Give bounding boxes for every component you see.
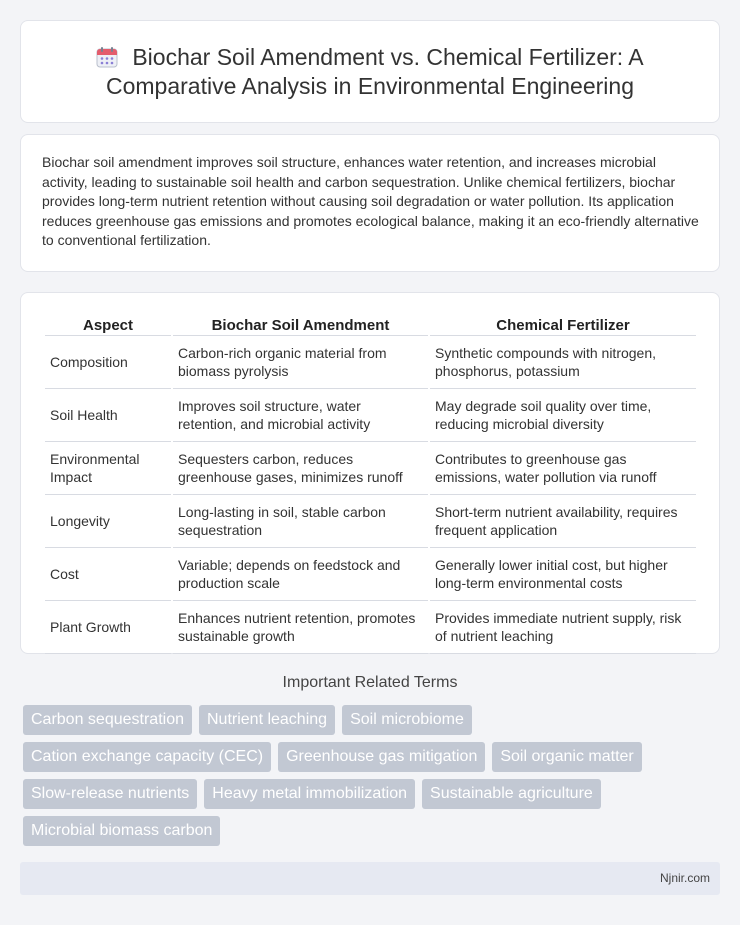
cell-biochar: Variable; depends on feedstock and production scale [173, 548, 428, 601]
page-title: Biochar Soil Amendment vs. Chemical Fertilizer: A Comparative Analysis in Environmental Engineering [105, 43, 644, 99]
cell-biochar: Long-lasting in soil, stable carbon sequestration [173, 495, 428, 548]
comparison-card [20, 292, 720, 654]
related-term-tag[interactable]: Carbon sequestration [23, 705, 192, 735]
cell-aspect: Cost [45, 548, 171, 601]
related-term-tag[interactable]: Heavy metal immobilization [204, 779, 415, 809]
footer [20, 862, 720, 895]
cell-chemical: Short-term nutrient availability, requires frequent application [430, 495, 696, 548]
related-terms-heading: Important Related Terms [282, 674, 458, 691]
title-card [20, 20, 720, 123]
cell-chemical: Provides immediate nutrient supply, risk of nutrient leaching [430, 601, 696, 654]
related-term-tag[interactable]: Soil organic matter [492, 742, 641, 772]
cell-chemical: Synthetic compounds with nitrogen, phosphorus, potassium [430, 336, 696, 389]
related-term-tag[interactable]: Slow-release nutrients [23, 779, 197, 809]
header-biochar: Biochar Soil Amendment [173, 307, 428, 336]
header-chemical: Chemical Fertilizer [430, 307, 696, 336]
cell-aspect: Longevity [45, 495, 171, 548]
cell-aspect: Plant Growth [45, 601, 171, 654]
related-term-tag[interactable]: Soil microbiome [342, 705, 472, 735]
summary-text: Biochar soil amendment improves soil structure, enhances water retention, and increases microbial activity, leading to sustainable soil health and carbon sequestration. Unlike chemical fertilizers, biochar provides long-term nutrient retention without causing soil degradation or water pollution. Its application reduces greenhouse gas emissions and promotes ecological balance, making it an eco-friendly alternative to conventional fertilization. [42, 154, 699, 249]
cell-aspect: Soil Health [45, 389, 171, 442]
cell-biochar: Improves soil structure, water retention, and microbial activity [173, 389, 428, 442]
summary-card [20, 134, 720, 272]
page-title-wrap [61, 43, 679, 101]
cell-aspect: Environmental Impact [45, 442, 171, 495]
comparison-table [43, 307, 698, 654]
related-term-tag[interactable]: Sustainable agriculture [422, 779, 601, 809]
related-term-tag[interactable]: Greenhouse gas mitigation [278, 742, 485, 772]
footer-site-link[interactable]: Njnir.com [659, 871, 710, 885]
related-term-tag[interactable]: Cation exchange capacity (CEC) [23, 742, 271, 772]
cell-chemical: May degrade soil quality over time, reducing microbial diversity [430, 389, 696, 442]
cell-biochar: Enhances nutrient retention, promotes sustainable growth [173, 601, 428, 654]
cell-biochar: Sequesters carbon, reduces greenhouse gases, minimizes runoff [173, 442, 428, 495]
cell-biochar: Carbon-rich organic material from biomass pyrolysis [173, 336, 428, 389]
cell-chemical: Contributes to greenhouse gas emissions, water pollution via runoff [430, 442, 696, 495]
cell-aspect: Composition [45, 336, 171, 389]
table-row [45, 495, 696, 548]
related-term-tag[interactable]: Microbial biomass carbon [23, 816, 220, 846]
cell-chemical: Generally lower initial cost, but higher long-term environmental costs [430, 548, 696, 601]
calendar-icon [96, 46, 118, 68]
table-header-row [45, 307, 696, 336]
related-terms-list [23, 705, 723, 846]
table-row [45, 389, 696, 442]
table-row [45, 442, 696, 495]
related-term-tag[interactable]: Nutrient leaching [199, 705, 335, 735]
table-row [45, 548, 696, 601]
table-row [45, 601, 696, 654]
table-row [45, 336, 696, 389]
header-aspect: Aspect [45, 307, 171, 336]
